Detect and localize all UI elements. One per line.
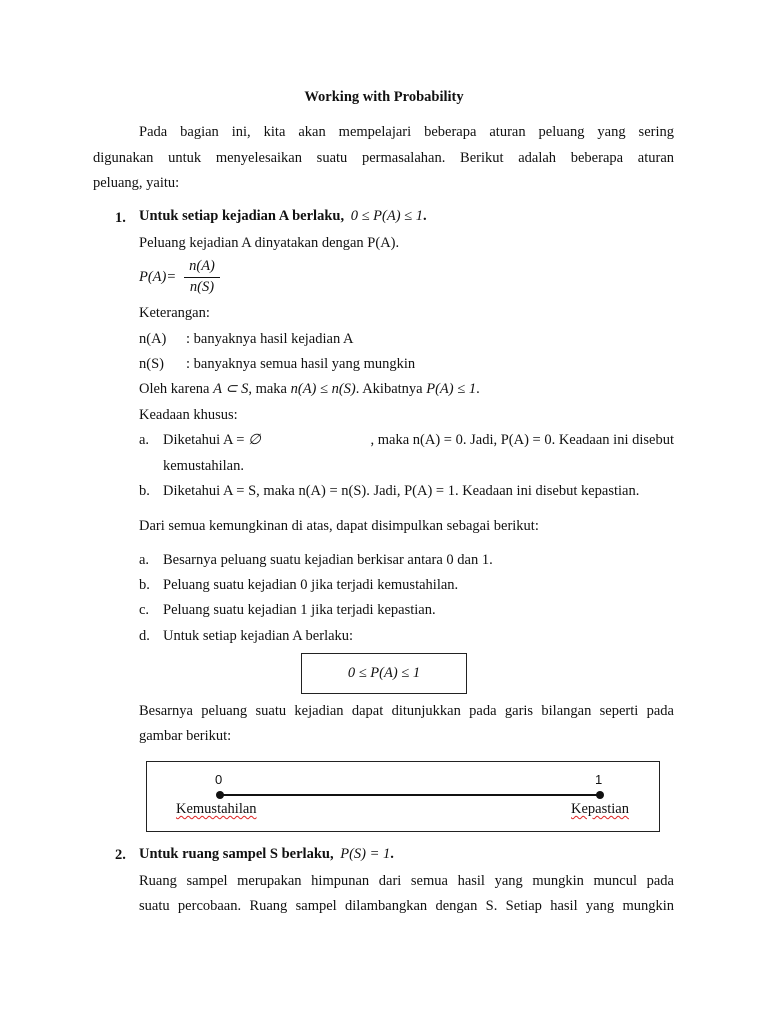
def1-term: n(A) [139,331,167,347]
case-a-label: a. [139,432,150,448]
conclusion-a-label: a. [139,552,150,568]
conclusion-c-label: c. [139,602,150,618]
numline-intro-line-1: Besarnya peluang suatu kejadian dapat ditunjukkan pada garis bilangan seperti pada [139,703,674,719]
case-a-text-1: Diketahui A = [163,432,245,448]
case-a-line-1 [163,432,674,449]
conclusion-c-text: Peluang suatu kejadian 1 jika terjadi kepastian. [163,602,436,618]
rule2-line-2: suatu percobaan. Ruang sampel dilambangkan dengan S. Setiap hasil yang mungkin [139,898,674,914]
case-b-text: Diketahui A = S, maka n(A) = n(S). Jadi, P(A) = 1. Keadaan ini disebut kepastian. [163,483,640,499]
rule2-heading-row [139,846,394,863]
rule1-desc: Peluang kejadian A dinyatakan dengan P(A). [139,235,400,251]
page-title: Working with Probability [304,89,464,105]
formula-lhs: P(A)= [139,269,177,285]
numline-value-0: 0 [215,772,223,787]
rule2-line-1: Ruang sampel merupakan himpunan dari semua hasil yang mungkin muncul pada [139,873,674,889]
rule1-heading-formula: 0 ≤ P(A) ≤ 1 [350,208,423,224]
def2-term: n(S) [139,356,164,372]
case-a-text-2: , maka n(A) = 0. Jadi, P(A) = 0. Keadaan ini disebut [370,432,674,448]
intro-line-1: Pada bagian ini, kita akan mempelajari beberapa aturan peluang yang sering [139,124,674,140]
keterangan-label: Keterangan: [139,305,210,321]
conclusion-b-text: Peluang suatu kejadian 0 jika terjadi kemustahilan. [163,577,459,593]
oleh-text-a: Oleh karena [139,381,210,397]
numline-label-kemustahilan: Kemustahilan [176,801,257,817]
fraction-bar [184,277,220,278]
rule1-number: 1. [115,210,126,226]
rule2-heading-end: . [390,846,394,862]
rule2-heading-formula: P(S) = 1 [340,846,391,862]
conclusion-a-text: Besarnya peluang suatu kejadian berkisar antara 0 dan 1. [163,552,493,568]
formula-denominator: n(S) [189,279,215,295]
oleh-formula-2: n(A) ≤ n(S) [290,381,356,397]
case-b-label: b. [139,483,150,499]
numline-label-kepastian: Kepastian [571,801,629,817]
numline-dot-left [216,791,224,799]
oleh-text-b: , maka [248,381,287,397]
def2-desc: : banyaknya semua hasil yang mungkin [186,356,416,372]
conclusion-d-text: Untuk setiap kejadian A berlaku: [163,628,354,644]
formula-numerator: n(A) [189,258,215,274]
oleh-text-d: . [476,381,480,397]
numline-dot-right [596,791,604,799]
intro-line-2: digunakan untuk menyelesaikan suatu permasalahan. Berikut adalah beberapa aturan [93,150,674,166]
rule1-heading-row [139,208,427,225]
oleh-formula-3: P(A) ≤ 1 [426,381,477,397]
intro-line-3: peluang, yaitu: [93,175,180,191]
numline-intro-line-2: gambar berikut: [139,728,232,744]
number-line [220,794,600,796]
conclusion-intro: Dari semua kemungkinan di atas, dapat disimpulkan sebagai berikut: [139,518,539,534]
rule2-heading: Untuk ruang sampel S berlaku, [139,846,334,862]
rule1-heading-end: . [423,208,427,224]
oleh-karena-line [139,381,480,398]
empty-set-symbol: ∅ [248,432,261,448]
conclusion-d-label: d. [139,628,150,644]
rule2-number: 2. [115,847,126,863]
oleh-text-c: . Akibatnya [355,381,423,397]
case-a-line-2: kemustahilan. [163,458,244,474]
boxed-formula: 0 ≤ P(A) ≤ 1 [347,665,421,681]
keadaan-khusus-label: Keadaan khusus: [139,407,238,423]
oleh-formula-1: A ⊂ S [213,381,249,397]
def1-desc: : banyaknya hasil kejadian A [186,331,354,347]
rule1-heading: Untuk setiap kejadian A berlaku, [139,208,345,224]
numline-value-1: 1 [595,772,603,787]
conclusion-b-label: b. [139,577,150,593]
